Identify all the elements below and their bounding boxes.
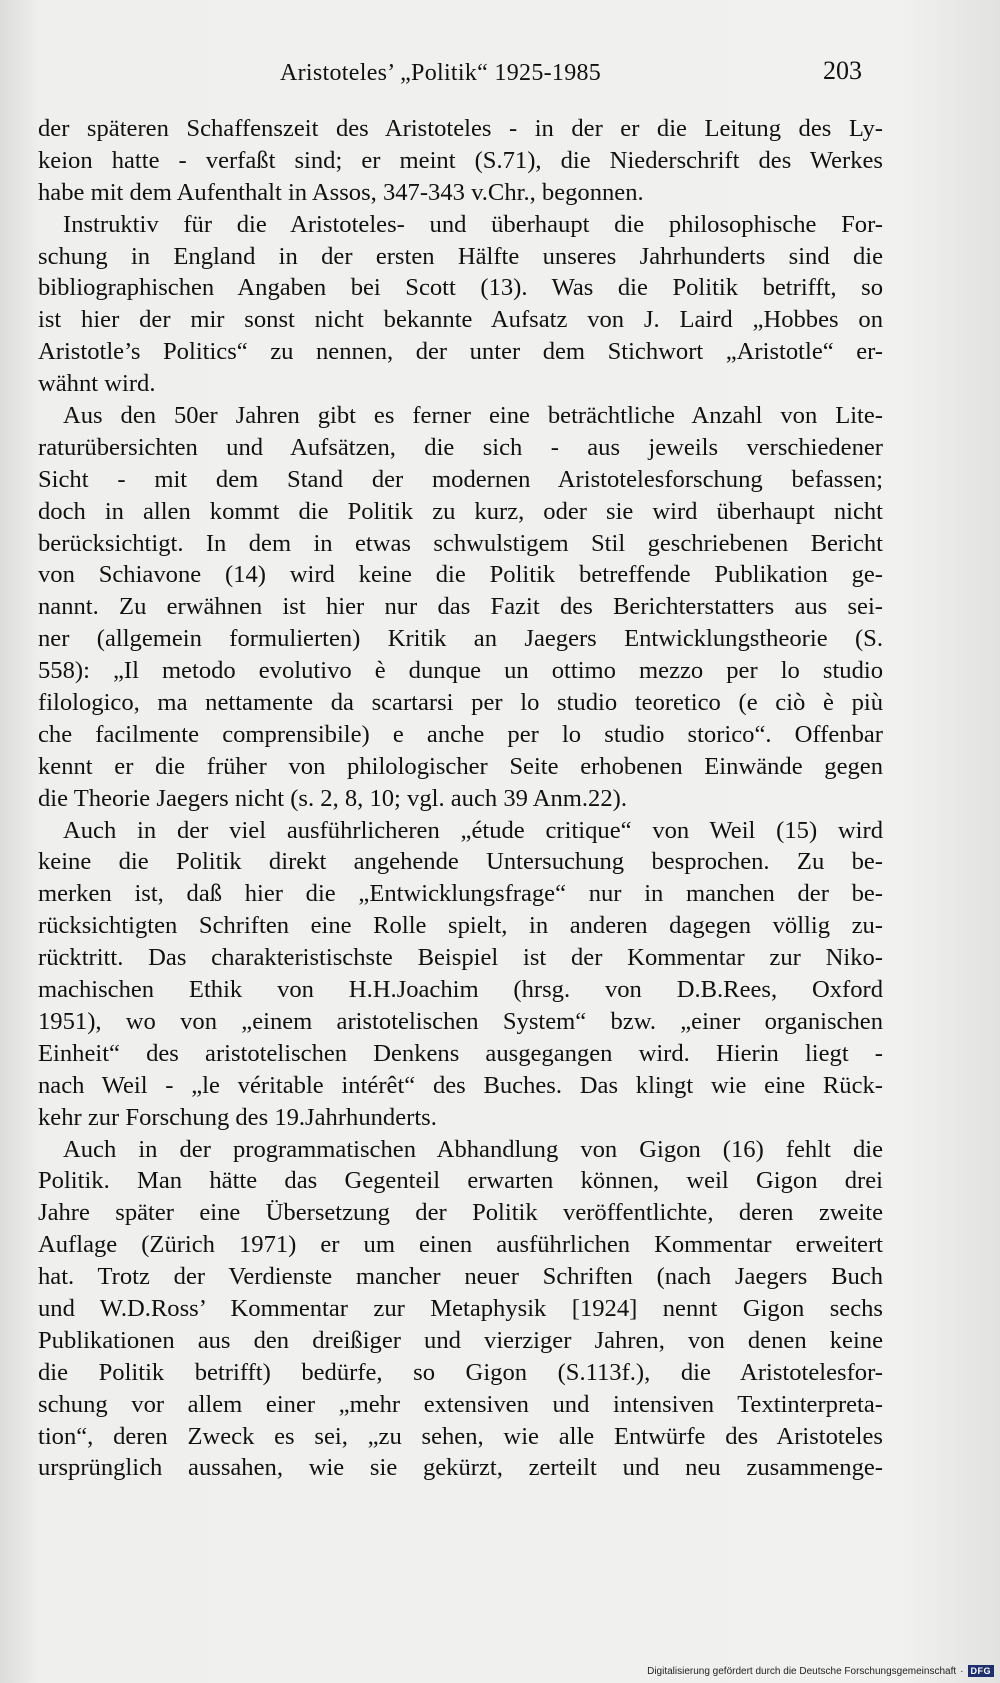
text-line: machischen Ethik von H.H.Joachim (hrsg. von D.B.Rees, Oxford	[38, 976, 883, 1004]
text-line: keion hatte - verfaßt sind; er meint (S.71), die Niederschrift des Werkes	[38, 146, 883, 174]
text-line: Publikationen aus den dreißiger und vierziger Jahren, von denen keine	[38, 1326, 883, 1354]
paragraph	[38, 113, 883, 209]
text-line: berücksichtigt. In dem in etwas schwulstigem Stil geschriebenen Bericht	[38, 529, 883, 557]
text-line: 1951), wo von „einem aristotelischen System“ bzw. „einer organischen	[38, 1007, 883, 1035]
text-line: nach Weil - „le véritable intérêt“ des Buches. Das klingt wie eine Rück-	[38, 1071, 883, 1099]
text-line: der späteren Schaffenszeit des Aristoteles - in der er die Leitung des Ly-	[38, 115, 883, 142]
text-line: merken ist, daß hier die „Entwicklungsfrage“ nur in manchen der be-	[38, 880, 883, 908]
text-line: Jahre später eine Übersetzung der Politik veröffentlichte, deren zweite	[38, 1199, 883, 1227]
text-line: die Politik betrifft) bedürfe, so Gigon (S.113f.), die Aristotelesfor-	[38, 1358, 883, 1386]
text-line: nannt. Zu erwähnen ist hier nur das Fazit des Berichterstatters aus sei-	[38, 593, 883, 621]
paragraph	[38, 400, 883, 815]
text-line: ist hier der mir sonst nicht bekannte Aufsatz von J. Laird „Hobbes on	[38, 306, 883, 334]
paragraph	[38, 1134, 883, 1485]
text-line: rücktritt. Das charakteristischste Beispiel ist der Kommentar zur Niko-	[38, 944, 883, 972]
body-text	[38, 113, 883, 1484]
text-line: Aristotle’s Politics“ zu nennen, der unter dem Stichwort „Aristotle“ er-	[38, 338, 883, 366]
text-line: kehr zur Forschung des 19.Jahrhunderts.	[38, 1103, 437, 1131]
digitization-credit: Digitalisierung gefördert durch die Deutsche Forschungsgemeinschaft · DFG	[647, 1665, 994, 1677]
text-line: hat. Trotz der Verdienste mancher neuer Schriften (nach Jaegers Buch	[38, 1263, 883, 1291]
text-line: von Schiavone (14) wird keine die Politik betreffende Publikation ge-	[38, 561, 883, 589]
page-number: 203	[823, 56, 862, 85]
text-line: rücksichtigten Schriften eine Rolle spielt, in anderen dagegen völlig zu-	[38, 912, 883, 940]
text-line: tion“, deren Zweck es sei, „zu sehen, wie alle Entwürfe des Aristoteles	[38, 1422, 883, 1450]
running-header	[0, 56, 1000, 92]
text-line: schung vor allem einer „mehr extensiven und intensiven Textinterpreta-	[38, 1390, 883, 1418]
text-line: Sicht - mit dem Stand der modernen Aristotelesforschung befassen;	[38, 465, 883, 493]
text-line: kennt er die früher von philologischer Seite erhobenen Einwände gegen	[38, 752, 883, 780]
text-line: wähnt wird.	[38, 370, 156, 398]
text-line: keine die Politik direkt angehende Untersuchung besprochen. Zu be-	[38, 848, 883, 876]
dfg-logo: DFG	[968, 1665, 995, 1677]
text-line: ner (allgemein formulierten) Kritik an Jaegers Entwicklungstheorie (S.	[38, 625, 883, 653]
running-title: Aristoteles’ „Politik“ 1925-1985	[280, 60, 602, 86]
text-line: schung in England in der ersten Hälfte unseres Jahrhunderts sind die	[38, 242, 883, 270]
text-line: 558): „Il metodo evolutivo è dunque un ottimo mezzo per lo studio	[38, 657, 883, 685]
text-line: habe mit dem Aufenthalt in Assos, 347-343 v.Chr., begonnen.	[38, 178, 644, 206]
credit-text: Digitalisierung gefördert durch die Deutsche Forschungsgemeinschaft	[647, 1665, 957, 1677]
text-line: bibliographischen Angaben bei Scott (13). Was die Politik betrifft, so	[38, 274, 883, 302]
text-line: che facilmente comprensibile) e anche per lo studio storico“. Offenbar	[38, 720, 883, 748]
text-line: ursprünglich aussahen, wie sie gekürzt, zerteilt und neu zusammenge-	[38, 1454, 883, 1482]
text-line: Auch in der viel ausführlicheren „étude critique“ von Weil (15) wird	[63, 816, 883, 844]
text-line: doch in allen kommt die Politik zu kurz, oder sie wird überhaupt nicht	[38, 497, 883, 525]
paragraph	[38, 209, 883, 400]
text-line: filologico, ma nettamente da scartarsi per lo studio teoretico (e ciò è più	[38, 689, 883, 717]
text-line: raturübersichten und Aufsätzen, die sich - aus jeweils verschiedener	[38, 433, 883, 461]
paragraph	[38, 815, 883, 1134]
text-line: Auflage (Zürich 1971) er um einen ausführlichen Kommentar erweitert	[38, 1231, 883, 1259]
text-line: Einheit“ des aristotelischen Denkens ausgegangen wird. Hierin liegt -	[38, 1039, 883, 1067]
text-line: Instruktiv für die Aristoteles- und überhaupt die philosophische For-	[63, 210, 883, 238]
text-line: Auch in der programmatischen Abhandlung von Gigon (16) fehlt die	[63, 1135, 883, 1163]
text-line: und W.D.Ross’ Kommentar zur Metaphysik [1924] nennt Gigon sechs	[38, 1294, 883, 1322]
text-line: Politik. Man hätte das Gegenteil erwarten können, weil Gigon drei	[38, 1167, 883, 1195]
text-line: Aus den 50er Jahren gibt es ferner eine beträchtliche Anzahl von Lite-	[63, 402, 883, 430]
text-line: die Theorie Jaegers nicht (s. 2, 8, 10; vgl. auch 39 Anm.22).	[38, 784, 627, 812]
